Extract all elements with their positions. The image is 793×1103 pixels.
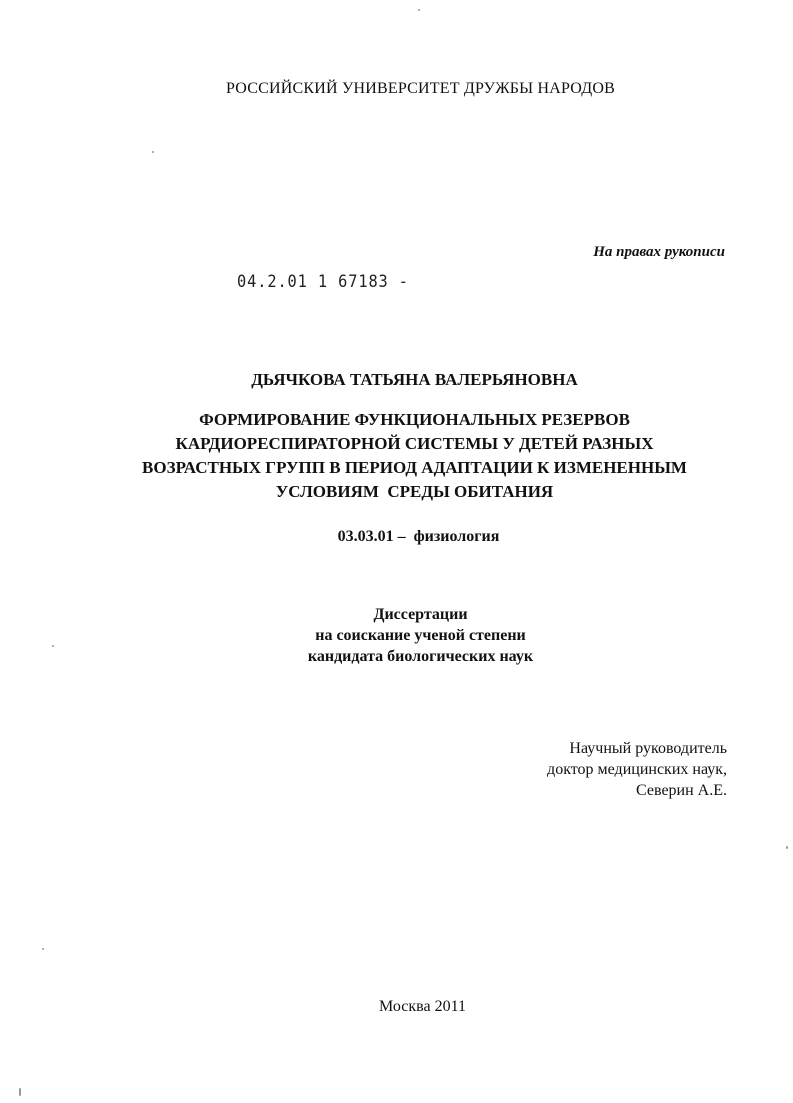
degree-line: на соискание ученой степени bbox=[315, 627, 526, 644]
degree-line: Диссертации bbox=[373, 606, 468, 623]
scan-speck bbox=[786, 846, 788, 849]
degree-statement bbox=[24, 604, 793, 667]
title-line: ВОЗРАСТНЫХ ГРУПП В ПЕРИОД АДАПТАЦИИ К ИЗМЕНЕННЫМ bbox=[142, 458, 687, 477]
scan-speck bbox=[418, 9, 420, 11]
supervisor-block bbox=[547, 738, 727, 801]
manuscript-rights-note: На правах рукописи bbox=[593, 244, 725, 260]
scan-speck bbox=[52, 645, 54, 647]
specialty-code: 03.03.01 – физиология bbox=[337, 528, 500, 545]
scan-speck bbox=[19, 1088, 21, 1096]
supervisor-line: доктор медицинских наук, bbox=[547, 761, 727, 778]
degree-line: кандидата биологических наук bbox=[307, 648, 534, 665]
supervisor-line: Научный руководитель bbox=[569, 740, 727, 757]
registration-stamp: 04.2.01 1 67183 - bbox=[237, 272, 409, 292]
title-line: УСЛОВИЯМ СРЕДЫ ОБИТАНИЯ bbox=[275, 482, 554, 501]
scan-speck bbox=[152, 151, 154, 153]
author-name: ДЬЯЧКОВА ТАТЬЯНА ВАЛЕРЬЯНОВНА bbox=[251, 370, 578, 389]
title-line: КАРДИОРЕСПИРАТОРНОЙ СИСТЕМЫ У ДЕТЕЙ РАЗНЫХ bbox=[175, 434, 654, 453]
title-line: ФОРМИРОВАНИЕ ФУНКЦИОНАЛЬНЫХ РЕЗЕРВОВ bbox=[199, 410, 630, 429]
city-year: Москва 2011 bbox=[379, 998, 466, 1015]
dissertation-title bbox=[18, 408, 793, 504]
supervisor-line: Северин А.Е. bbox=[636, 782, 727, 799]
university-name: РОССИЙСКИЙ УНИВЕРСИТЕТ ДРУЖБЫ НАРОДОВ bbox=[226, 80, 615, 97]
scan-speck bbox=[42, 948, 44, 950]
